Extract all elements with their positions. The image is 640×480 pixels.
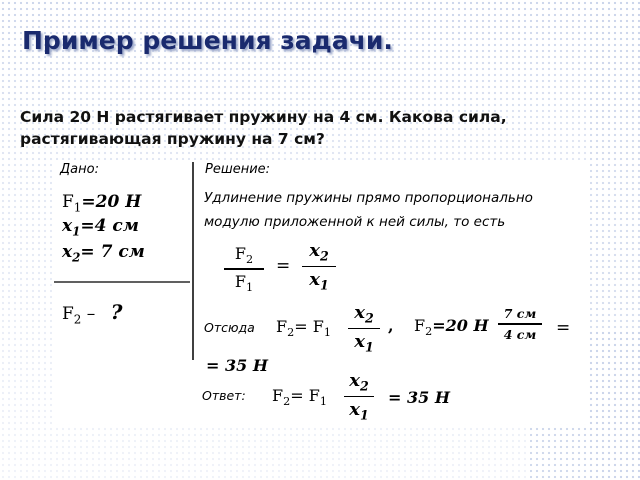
find-f2: $F_2$ – ? bbox=[62, 300, 123, 327]
answer-result: = 35 Н bbox=[388, 388, 450, 407]
ratio-x-fraction: $x_2$ $x_1$ bbox=[302, 240, 336, 293]
given-heading: Дано: bbox=[60, 162, 99, 177]
solution-line1: Удлинение пружины прямо пропорционально bbox=[204, 190, 533, 206]
solution-line2: модулю приложенной к ней силы, то есть bbox=[204, 214, 506, 230]
hence-x-fraction: $x_2$ $x_1$ bbox=[348, 302, 380, 355]
ratio-f-fraction: $F_2$ $F_1$ bbox=[224, 244, 264, 294]
substitution-expr: $F_2=20$ Н bbox=[414, 316, 489, 339]
slide-title: Пример решения задачи. bbox=[22, 26, 393, 55]
value-fraction: 7 см 4 см bbox=[498, 306, 542, 342]
problem-text: Сила 20 Н растягивает пружину на 4 см. Какова сила, растягивающая пружину на 7 см? bbox=[20, 108, 507, 148]
answer-x-fraction: $x_2$ $x_1$ bbox=[344, 370, 374, 423]
answer-label: Ответ: bbox=[202, 388, 246, 403]
hence-f2-expr: $F_2= F_1$ bbox=[276, 317, 331, 340]
given-x1: $x_1=4$ см bbox=[62, 216, 139, 239]
result-line: = 35 Н bbox=[206, 356, 268, 375]
given-f1: $F_1=20$ Н bbox=[62, 192, 142, 215]
solution-heading: Решение: bbox=[205, 162, 271, 177]
substitution-equals: = bbox=[556, 318, 571, 338]
answer-f2-expr: $F_2= F_1$ bbox=[272, 386, 327, 409]
hence-label: Отсюда bbox=[204, 320, 255, 335]
solution-panel bbox=[52, 160, 588, 424]
given-x2: $x_2= 7$ см bbox=[62, 242, 145, 265]
ratio-equals: = bbox=[276, 256, 291, 276]
hence-comma: , bbox=[388, 316, 394, 335]
